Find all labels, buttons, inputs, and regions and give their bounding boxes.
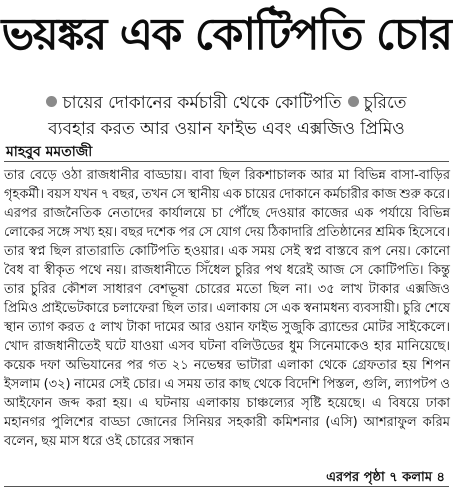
subheadline-line-2: ব্যবহার করত আর ওয়ান ফাইভ এবং এক্সজিও প্রিমিও xyxy=(48,119,405,139)
article-body xyxy=(4,166,450,451)
article-paragraph: তার বেড়ে ওঠা রাজধানীর বাড্ডায়। বাবা ছিল রিকশাচালক আর মা বিভিন্ন বাসা-বাড়ির গৃহকর্মী। বয়স যখন ৭ বছর, তখন সে স্থানীয় এক চায়ের দোকানে কর্মচারীর কাজ শুরু করে। এরপর রাজনৈতিক নেতাদের কার্যালয়ে চা পৌঁছে দেওয়ার কাজের এক পর্যায়ে বিভিন্ন লোকের সঙ্গে সখ্য হয়। বছর দশেক পর সে যোগ দেয় ঠিকাদারি প্রতিষ্ঠানের শ্রমিক হিসেবে। তার স্বপ্ন ছিল রাতারাতি কোটিপতি হওয়ার। এক সময় সেই স্বপ্ন বাস্তবে রূপ নেয়। কোনো বৈধ বা স্বীকৃত পথে নয়। রাজধানীতে সিঁধেল চুরির পথ ধরেই আজ সে কোটিপতি। কিন্তু তার চুরির কৌশল সাধারণ বেশভূষা চোরের মতো ছিল না। ৩৫ লাখ টাকার এক্সজিও প্রিমিও প্রাইভেটকারে চলাফেরা ছিল তার। এলাকায় সে এক স্বনামধন্য ব্যবসায়ী। চুরি শেষে স্থান ত্যাগ করত ৫ লাখ টাকা দামের আর ওয়ান ফাইভ সুজুকি ব্র্যান্ডের মোটর সাইকেলে। খোদ রাজধানীতেই ঘটে যাওয়া এসব ঘটনা বলিউডের ধুম সিনেমাকেও হার মানিয়েছে। কয়েক দফা অভিযানের পর গত ২১ নভেম্বর ভাটারা এলাকা থেকে গ্রেফতার হয় শিপন ইসলাম (৩২) নামের সেই চোর। এ সময় তার কাছ থেকে বিদেশি পিস্তল, গুলি, ল্যাপটপ ও আইফোন জব্দ করা হয়। এ ঘটনায় এলাকায় চাঞ্চল্যের সৃষ্টি হয়েছে। এ বিষয়ে ঢাকা মহানগর পুলিশের বাড্ডা জোনের সিনিয়র সহকারী কমিশনার (এসি) আশরাফুল করিম বলেন, ছয় মাস ধরে ওই চোরের সন্ধান xyxy=(4,168,450,449)
divider xyxy=(4,486,449,487)
bullet-icon xyxy=(46,96,57,107)
bullet-icon xyxy=(348,96,359,107)
subheadline-text-b: চুরিতে xyxy=(363,93,407,113)
headline: ভয়ঙ্কর এক কোটিপতি চোর xyxy=(1,9,452,60)
subheadline-text-a: চায়ের দোকানের কর্মচারী থেকে কোটিপতি xyxy=(62,93,342,113)
byline: মাহবুব মমতাজী xyxy=(6,144,93,160)
divider xyxy=(4,161,449,162)
continued-note: এরপর পৃষ্ঠা ৭ কলাম ৪ xyxy=(326,470,445,485)
subheadline-line-1 xyxy=(0,92,453,114)
